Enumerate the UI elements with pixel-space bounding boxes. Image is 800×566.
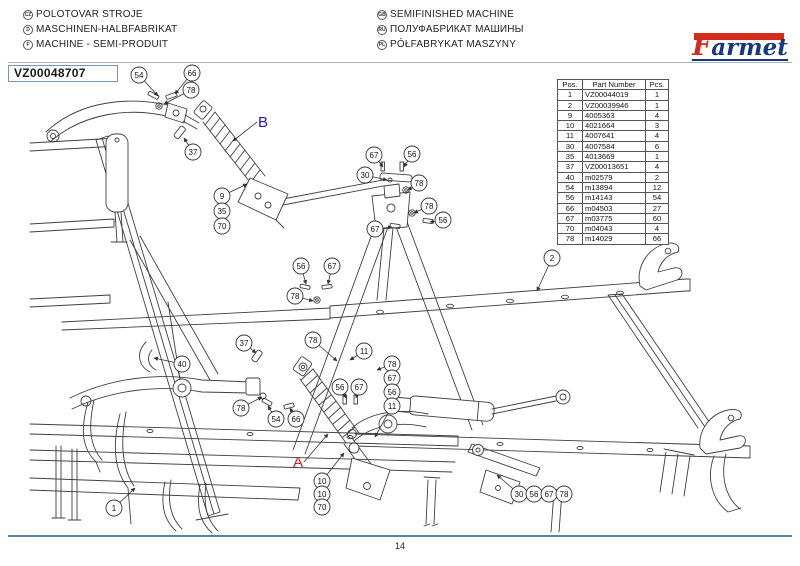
language-code-badge: GB <box>378 12 386 18</box>
left-clevis-bars <box>52 446 81 520</box>
balloon-number: 54 <box>271 414 281 424</box>
callout-balloon <box>366 147 383 167</box>
balloon-number: 10 <box>317 476 327 486</box>
table-row <box>558 182 669 192</box>
callout-balloon <box>184 138 201 160</box>
callout-balloon <box>236 335 256 353</box>
pcs-cell: 2 <box>646 172 669 182</box>
lower-link-arm <box>348 411 429 441</box>
table-row <box>558 131 669 141</box>
right-diagonal-beam <box>608 294 712 428</box>
top-arm-head <box>165 103 187 123</box>
pcs-cell: 4 <box>646 131 669 141</box>
balloon-number: 56 <box>407 149 417 159</box>
balloon-number: 56 <box>438 215 448 225</box>
spring-assembly-b <box>193 100 288 228</box>
callout-balloon <box>351 379 367 398</box>
language-label-text: PÓŁFABRYKAT MASZYNY <box>390 39 517 50</box>
balloon-number: 30 <box>360 170 370 180</box>
part-number-cell: VZ00044019 <box>583 90 646 100</box>
pcs-cell: 4 <box>646 224 669 234</box>
balloon-number: 78 <box>236 403 246 413</box>
balloon-number: 78 <box>414 178 424 188</box>
callout-balloon <box>287 288 313 304</box>
language-label-text: POLOTOVAR STROJE <box>36 9 143 20</box>
callout-balloon <box>350 343 372 360</box>
callout-balloon <box>324 258 340 284</box>
part-number-cell: 4007584 <box>583 141 646 151</box>
column-header: Pos. <box>558 80 583 90</box>
callout-balloon <box>537 250 560 291</box>
lift-cylinder <box>106 134 128 242</box>
language-code-badge: CZ <box>24 12 32 18</box>
balloon-number: 2 <box>549 253 555 263</box>
language-label-text: SEMIFINISHED MACHINE <box>390 9 515 20</box>
table-row <box>558 193 669 203</box>
callout-balloon <box>268 406 284 427</box>
part-number-cell: 4013669 <box>583 152 646 162</box>
balloon-number: 70 <box>317 502 327 512</box>
balloon-number: 56 <box>296 261 306 271</box>
pcs-cell: 4 <box>646 162 669 172</box>
pos-cell: 2 <box>558 100 583 110</box>
language-label-text: MASCHINEN-HALBFABRIKAT <box>36 24 178 35</box>
balloon-number: 35 <box>217 206 227 216</box>
part-number-cell: m14029 <box>583 234 646 244</box>
horn-bracket-top <box>639 243 682 290</box>
part-number-cell: VZ00013651 <box>583 162 646 172</box>
pos-cell: 54 <box>558 182 583 192</box>
parking-stand-1 <box>424 477 440 526</box>
parts-table <box>557 79 669 245</box>
balloon-number: 67 <box>369 150 379 160</box>
pos-cell: 30 <box>558 141 583 151</box>
part-number-cell: 4007641 <box>583 131 646 141</box>
table-row <box>558 152 669 162</box>
callout-balloon <box>288 408 304 427</box>
table-row <box>558 141 669 151</box>
pcs-cell: 1 <box>646 90 669 100</box>
swing-arm <box>70 377 260 409</box>
language-code-badge: RU <box>378 27 386 33</box>
balloon-number: 11 <box>387 401 397 411</box>
pos-cell: 1 <box>558 90 583 100</box>
part-number-cell: 4021664 <box>583 121 646 131</box>
balloon-number: 11 <box>359 346 369 356</box>
balloon-number: 1 <box>111 503 117 513</box>
callout-balloon <box>404 146 420 167</box>
balloon-number: 56 <box>529 489 539 499</box>
table-row <box>558 162 669 172</box>
balloon-number: 66 <box>291 414 301 424</box>
language-code-badge: PL <box>378 42 386 48</box>
pos-cell: 35 <box>558 152 583 162</box>
part-number-cell: VZ00039946 <box>583 100 646 110</box>
horn-bracket-bottom <box>700 409 746 512</box>
table-row <box>558 121 669 131</box>
front-bar <box>30 478 300 500</box>
balloon-number: 40 <box>177 359 187 369</box>
pos-cell: 40 <box>558 172 583 182</box>
language-label-text: ПОЛУФАБРИКАТ МАШИНЫ <box>390 24 524 35</box>
hydraulic-cylinder <box>396 390 570 422</box>
balloon-number: 30 <box>514 489 524 499</box>
balloon-number: 37 <box>188 147 198 157</box>
balloon-number: 78 <box>387 359 397 369</box>
callout-balloon <box>305 332 337 361</box>
part-number-cell: m04043 <box>583 224 646 234</box>
pcs-cell: 66 <box>646 234 669 244</box>
balloon-number: 54 <box>134 70 144 80</box>
main-beam-holes <box>377 291 624 314</box>
part-number-cell: m02579 <box>583 172 646 182</box>
balloon-number: 10 <box>317 489 327 499</box>
pcs-cell: 60 <box>646 213 669 223</box>
parts-table-header <box>558 80 669 90</box>
callout-balloon <box>164 82 199 104</box>
pcs-cell: 6 <box>646 141 669 151</box>
part-number-cell: m04503 <box>583 203 646 213</box>
pcs-cell: 27 <box>646 203 669 213</box>
callout-balloon <box>556 486 572 502</box>
language-code-badge: D <box>23 25 33 35</box>
logo-letters-rest: armet <box>711 34 788 61</box>
pos-cell: 9 <box>558 110 583 120</box>
pcs-cell: 12 <box>646 182 669 192</box>
frame-left-rail <box>62 308 330 330</box>
part-number-cell: m14143 <box>583 193 646 203</box>
pos-cell: 10 <box>558 121 583 131</box>
page-number: 14 <box>394 541 405 551</box>
left-stub-rails <box>30 138 118 307</box>
balloon-number: 67 <box>544 489 554 499</box>
balloon-number: 9 <box>219 191 225 201</box>
table-row <box>558 224 669 234</box>
svg-text:A: A <box>292 454 304 471</box>
callout-balloon <box>293 258 309 284</box>
balloon-number: 37 <box>239 338 249 348</box>
pcs-cell: 3 <box>646 121 669 131</box>
part-number-cell: m03775 <box>583 213 646 223</box>
callout-balloon <box>214 203 230 219</box>
balloon-number: 67 <box>387 373 397 383</box>
pos-cell: 56 <box>558 193 583 203</box>
pos-cell: 67 <box>558 213 583 223</box>
language-label-text: MACHINE - SEMI-PRODUIT <box>36 39 169 50</box>
drawing-number-box: VZ00048707 <box>8 65 118 82</box>
logo-letter-f: F <box>692 31 712 62</box>
bottom-beam-2 <box>30 450 455 472</box>
balloon-number: 70 <box>217 221 227 231</box>
column-header: Part Number <box>583 80 646 90</box>
callout-balloon <box>314 499 330 515</box>
pos-cell: 66 <box>558 203 583 213</box>
footer-divider <box>8 535 792 537</box>
balloon-number: 56 <box>335 382 345 392</box>
spring-assembly-a <box>292 356 390 500</box>
callout-balloon <box>541 486 557 502</box>
table-row <box>558 172 669 182</box>
language-code-badge: F <box>23 40 33 50</box>
column-header: Pcs. <box>646 80 669 90</box>
balloon-number: 78 <box>186 85 196 95</box>
pos-cell: 78 <box>558 234 583 244</box>
callout-balloon <box>154 356 190 372</box>
table-row <box>558 110 669 120</box>
svg-text:B: B <box>257 114 269 131</box>
pos-cell: 70 <box>558 224 583 234</box>
pos-cell: 37 <box>558 162 583 172</box>
callout-balloon <box>414 198 437 214</box>
table-row <box>558 100 669 110</box>
table-row <box>558 213 669 223</box>
table-row <box>558 90 669 100</box>
frame-main-beam <box>330 279 690 318</box>
balloon-number: 67 <box>327 261 337 271</box>
callout-balloon <box>131 67 158 96</box>
section-label-b <box>233 114 268 141</box>
balloon-number: 78 <box>559 489 569 499</box>
pcs-cell: 54 <box>646 193 669 203</box>
pos-cell: 11 <box>558 131 583 141</box>
callout-balloon <box>377 356 400 372</box>
hook-bracket <box>140 342 156 372</box>
pcs-cell: 4 <box>646 110 669 120</box>
table-row <box>558 234 669 244</box>
balloon-number: 78 <box>424 201 434 211</box>
table-row <box>558 203 669 213</box>
balloon-number: 67 <box>370 224 380 234</box>
part-number-cell: 4005363 <box>583 110 646 120</box>
balloon-number: 67 <box>354 382 364 392</box>
callout-balloon <box>214 218 230 234</box>
balloon-number: 66 <box>187 68 197 78</box>
part-number-cell: m13894 <box>583 182 646 192</box>
balloon-number: 56 <box>387 387 397 397</box>
callout-balloon <box>233 397 262 416</box>
pcs-cell: 1 <box>646 100 669 110</box>
callout-balloon <box>526 486 542 502</box>
pcs-cell: 1 <box>646 152 669 162</box>
callout-balloon <box>106 488 135 516</box>
balloon-number: 78 <box>290 291 300 301</box>
balloon-number: 78 <box>308 335 318 345</box>
